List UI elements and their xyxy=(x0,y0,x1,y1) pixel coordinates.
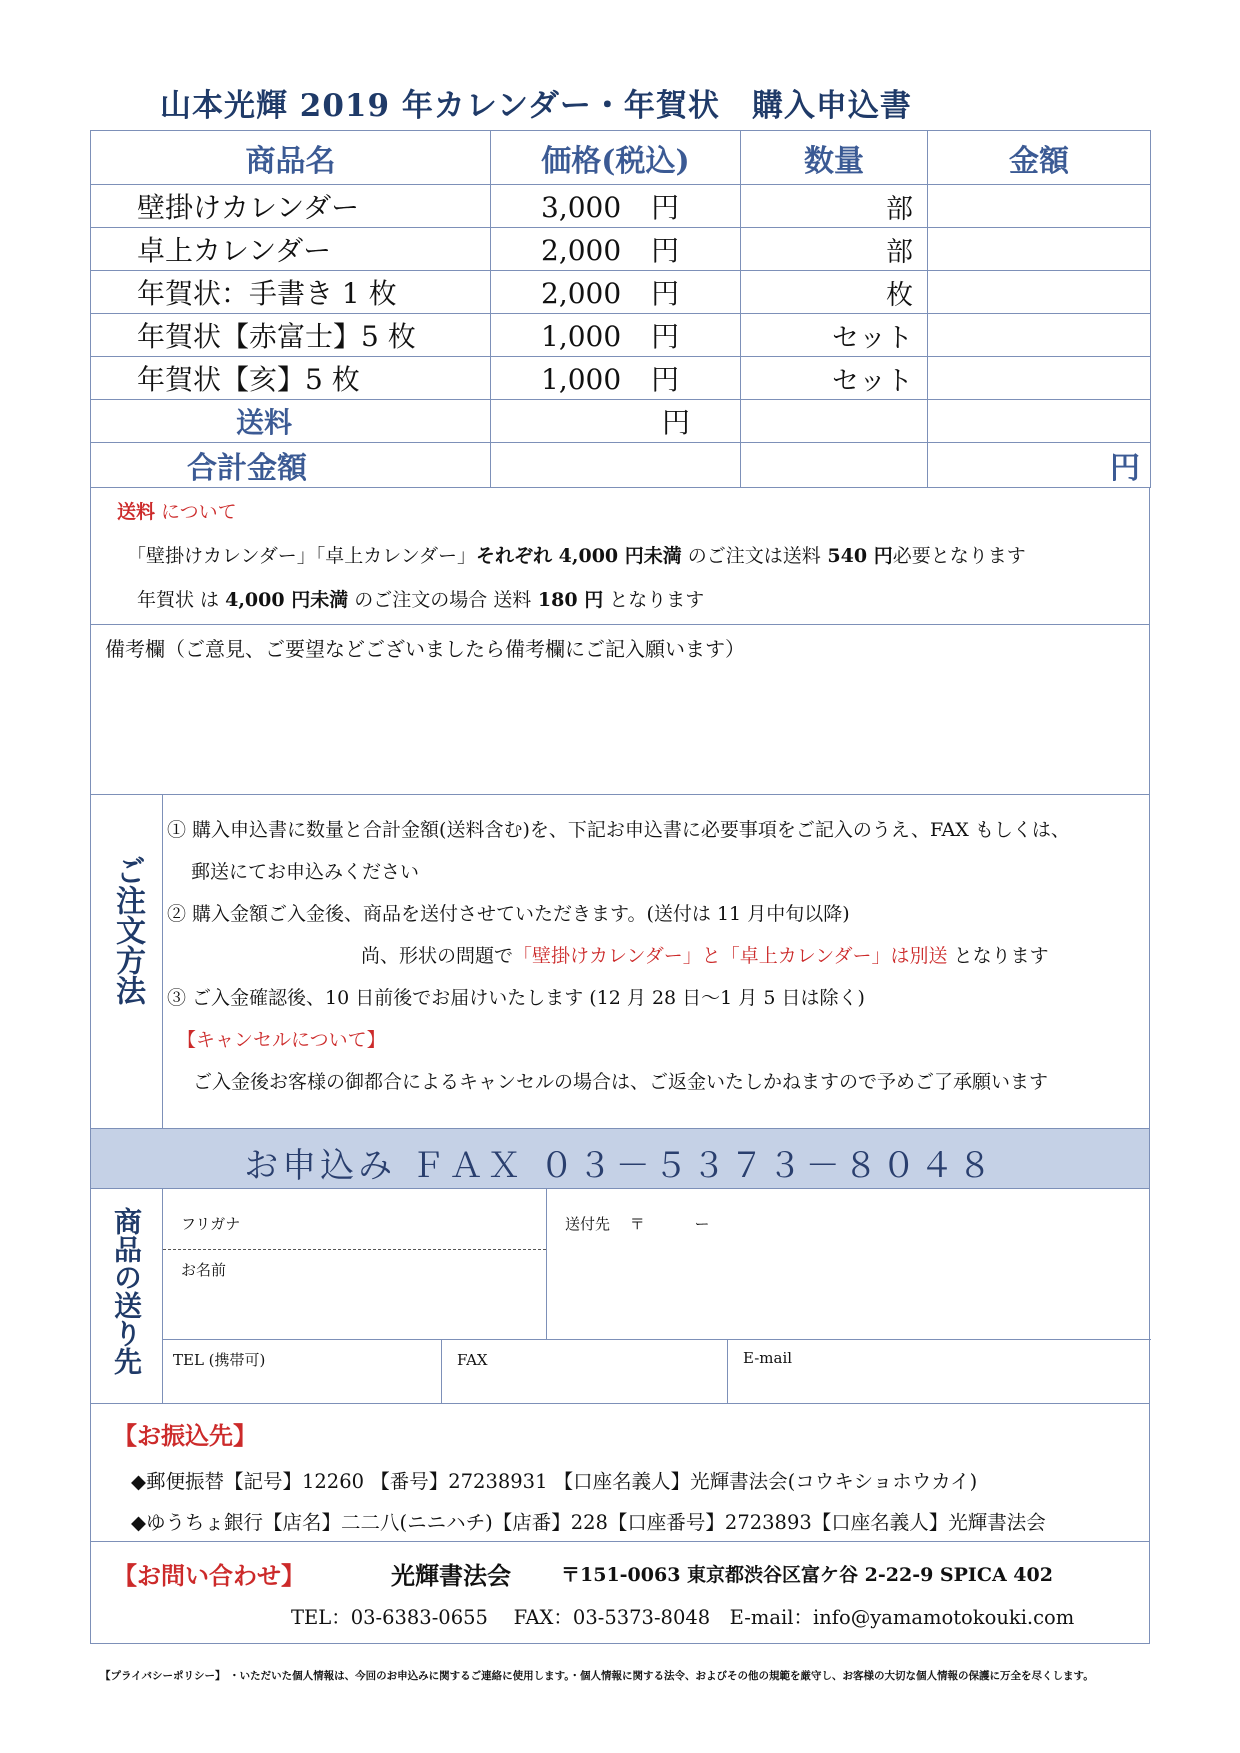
method-step-1: ① 購入申込書に数量と合計金額(送料含む)を、下記お申込書に必要事項をご記入のうえ、FAX もしくは、 xyxy=(167,819,1070,841)
contact-numbers: TEL：03-6383-0655 FAX：03-5373-8048 E-mail：info@yamamotokouki.com xyxy=(291,1606,1075,1629)
remarks-label: 備考欄（ご意見、ご要望などございましたら備考欄にご記入願います） xyxy=(105,637,745,661)
furigana-divider xyxy=(163,1249,546,1250)
quantity-field[interactable] xyxy=(741,271,928,314)
total-empty-price xyxy=(491,443,741,488)
contact-heading: 【お問い合わせ】 xyxy=(113,1561,305,1590)
shipping-row xyxy=(91,400,1151,443)
tel-label: TEL (携帯可) xyxy=(173,1351,266,1369)
header-quantity: 数量 xyxy=(741,131,928,185)
method-step-1-cont: 郵送にてお申込みください xyxy=(191,861,420,883)
cancel-text: ご入金後お客様の御都合によるキャンセルの場合は、ご返金いたしかねますので予めご了承願います xyxy=(193,1071,1049,1093)
tel-fax-divider xyxy=(441,1339,442,1404)
total-label: 合計金額 xyxy=(91,443,491,488)
email-label: E-mail xyxy=(743,1349,793,1367)
notice-bold: 180 円 xyxy=(531,589,604,611)
quantity-unit: 枚 xyxy=(886,279,913,311)
yucho-bank-info: ◆ゆうちょ銀行【店名】二二八(ニニハチ)【店番】228【口座番号】2723893【口座名義人】光輝書法会 xyxy=(131,1511,1046,1534)
organization-address: 〒151-0063 東京都渋谷区富ケ谷 2-22-9 SPICA 402 xyxy=(561,1564,1053,1586)
method-note-text: 尚、形状の問題で xyxy=(361,945,514,967)
price-value: 2,000 xyxy=(541,277,622,310)
shipping-notice-line-1 xyxy=(127,541,1026,568)
price-value: 2,000 xyxy=(541,234,622,267)
price-value: 3,000 xyxy=(541,191,622,224)
amount-field[interactable] xyxy=(928,228,1151,271)
organization-name: 光輝書法会 xyxy=(391,1561,511,1590)
amount-field[interactable] xyxy=(928,357,1151,400)
total-empty-quantity xyxy=(741,443,928,488)
product-name: 年賀状【赤富士】5 枚 xyxy=(91,314,491,357)
method-step-3: ③ ご入金確認後、10 日前後でお届けいたします (12 月 28 日～1 月 5 日は除く) xyxy=(167,987,865,1009)
shipping-notice xyxy=(90,487,1150,625)
table-row xyxy=(91,314,1151,357)
quantity-unit: 部 xyxy=(886,236,913,268)
notice-text: 必要となります xyxy=(892,545,1026,567)
notice-bold: 540 円 xyxy=(820,545,893,567)
amount-field[interactable] xyxy=(928,271,1151,314)
price-yen: 円 xyxy=(651,234,680,267)
product-name: 年賀状：手書き 1 枚 xyxy=(91,271,491,314)
method-step-2-note xyxy=(361,941,1049,968)
header-product-name: 商品名 xyxy=(91,131,491,185)
table-row xyxy=(91,228,1151,271)
total-row xyxy=(91,443,1151,488)
postal-transfer-info: ◆郵便振替【記号】12260 【番号】27238931 【口座名義人】光輝書法会(コウキショホウカイ) xyxy=(131,1470,978,1493)
price-value: 1,000 xyxy=(541,363,622,396)
shipping-notice-heading-rest: について xyxy=(155,501,237,523)
name-address-divider xyxy=(546,1189,547,1339)
quantity-unit: セット xyxy=(832,365,913,397)
table-row xyxy=(91,185,1151,228)
quantity-field[interactable] xyxy=(741,314,928,357)
order-method-side xyxy=(91,795,163,1128)
product-name: 卓上カレンダー xyxy=(91,228,491,271)
fax-label: FAX xyxy=(457,1351,488,1369)
fax-email-divider xyxy=(727,1339,728,1404)
shipping-notice-line-2 xyxy=(137,585,704,612)
quantity-field[interactable] xyxy=(741,228,928,271)
furigana-label: フリガナ xyxy=(181,1215,241,1233)
method-note-text: となります xyxy=(947,945,1049,967)
order-method-label: ご注文方法 xyxy=(110,855,145,1005)
notice-text: となります xyxy=(603,589,705,611)
notice-text: のご注文は送料 xyxy=(681,545,821,567)
total-amount-field[interactable]: 円 xyxy=(928,443,1151,488)
quantity-field[interactable] xyxy=(741,357,928,400)
method-step-2: ② 購入金額ご入金後、商品を送付させていただきます。(送付は 11 月中旬以降) xyxy=(167,903,850,925)
fax-banner xyxy=(90,1129,1150,1189)
notice-bold: 4,000 円未満 xyxy=(225,589,349,611)
shipping-notice-heading xyxy=(117,497,237,524)
contact-section xyxy=(90,1542,1150,1644)
quantity-field[interactable] xyxy=(741,185,928,228)
address-label: 送付先 〒 ー xyxy=(565,1215,710,1233)
shipping-notice-heading-bold: 送料 xyxy=(117,501,156,523)
shipping-yen: 円 xyxy=(491,400,741,443)
price-value: 1,000 xyxy=(541,320,622,353)
bank-transfer-section xyxy=(90,1404,1150,1542)
ship-to-section xyxy=(90,1189,1150,1404)
order-table xyxy=(90,130,1151,488)
table-row xyxy=(91,357,1151,400)
name-label: お名前 xyxy=(181,1261,227,1279)
ship-to-side xyxy=(91,1189,163,1403)
amount-field[interactable] xyxy=(928,185,1151,228)
amount-field[interactable] xyxy=(928,314,1151,357)
bank-heading: 【お振込先】 xyxy=(113,1421,257,1450)
price-yen: 円 xyxy=(651,320,680,353)
product-name: 壁掛けカレンダー xyxy=(91,185,491,228)
method-note-red: 「壁掛けカレンダー」と「卓上カレンダー」は別送 xyxy=(513,945,948,967)
notice-text: のご注文の場合 送料 xyxy=(348,589,532,611)
header-amount: 金額 xyxy=(928,131,1151,185)
price-yen: 円 xyxy=(651,191,680,224)
notice-text: 年賀状 は xyxy=(137,589,226,611)
table-row xyxy=(91,271,1151,314)
shipping-quantity[interactable] xyxy=(741,400,928,443)
shipping-amount[interactable] xyxy=(928,400,1151,443)
privacy-policy: 【プライバシーポリシー】 ・いただいた個人情報は、今回のお申込みに関するご連絡に使用します。・個人情報に関する法令、およびその他の規範を厳守し、お客様の大切な個人情報の保護に万全を尽くします。 xyxy=(100,1670,1094,1682)
table-header-row xyxy=(91,131,1151,185)
cancel-heading: 【キャンセルについて】 xyxy=(177,1029,386,1051)
product-name: 年賀状【亥】5 枚 xyxy=(91,357,491,400)
ship-to-label: 商品の送り先 xyxy=(110,1207,143,1375)
remarks-field[interactable] xyxy=(90,625,1150,795)
order-method-section xyxy=(90,795,1150,1129)
price-yen: 円 xyxy=(651,363,680,396)
notice-bold: それぞれ 4,000 円未満 xyxy=(476,545,682,567)
price-yen: 円 xyxy=(651,277,680,310)
notice-text: 「壁掛けカレンダー」「卓上カレンダー」 xyxy=(127,545,477,567)
shipping-label: 送料 xyxy=(91,400,491,443)
quantity-unit: セット xyxy=(832,322,913,354)
page-title: 山本光輝 2019 年カレンダー・年賀状 購入申込書 xyxy=(160,88,912,124)
header-price: 価格(税込) xyxy=(491,131,741,185)
quantity-unit: 部 xyxy=(886,193,913,225)
fax-banner-text: お申込み ＦＡＸ ０３－５３７３－８０４８ xyxy=(244,1146,996,1186)
contact-row-divider xyxy=(163,1339,1151,1340)
